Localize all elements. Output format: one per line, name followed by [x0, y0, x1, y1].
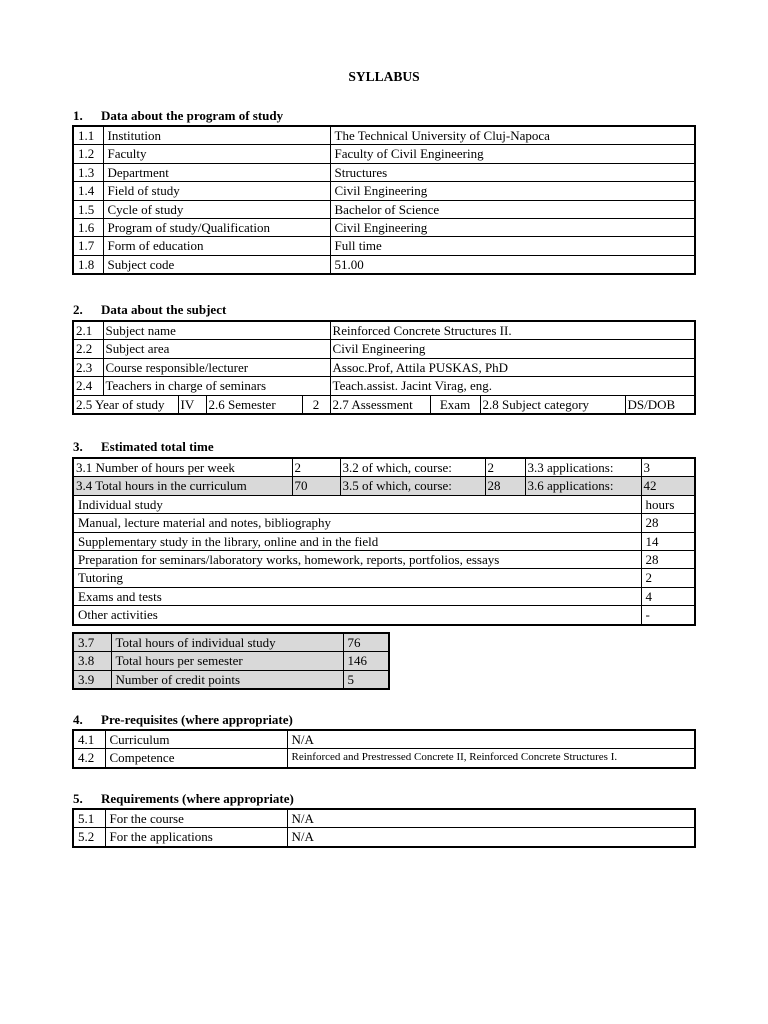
row-value: The Technical University of Cluj-Napoca: [330, 126, 695, 145]
section-title: Requirements (where appropriate): [101, 791, 294, 806]
table-row: [73, 395, 695, 414]
assessment-value: Exam: [430, 395, 480, 414]
table-row: [73, 670, 389, 689]
row-code: 1.3: [73, 163, 103, 181]
row-label: Field of study: [103, 182, 330, 200]
requirements-table: [72, 808, 696, 848]
total-course-label: 3.5 of which, course:: [340, 477, 485, 495]
table-row: [73, 237, 695, 255]
study-activity-hours: -: [641, 606, 695, 625]
table-row: [73, 126, 695, 145]
study-activity-hours: hours: [641, 495, 695, 513]
row-value: Civil Engineering: [330, 182, 695, 200]
table-row: [73, 321, 695, 340]
table-row: [73, 477, 695, 495]
subject-data-table: [72, 320, 696, 415]
row-code: 1.1: [73, 126, 103, 145]
table-row: [73, 551, 695, 569]
study-activity-label: Exams and tests: [73, 587, 641, 605]
year-of-study-label: 2.5 Year of study: [73, 395, 178, 414]
study-activity-label: Preparation for seminars/laboratory works, homework, reports, portfolios, essays: [73, 551, 641, 569]
row-label: Form of education: [103, 237, 330, 255]
section-number: 4.: [73, 712, 83, 727]
row-label: Subject name: [103, 321, 330, 340]
weekly-applications-value: 3: [641, 458, 695, 477]
study-activity-label: Manual, lecture material and notes, bibliography: [73, 514, 641, 532]
table-row: [73, 652, 389, 670]
row-value: N/A: [287, 828, 695, 847]
row-value: Civil Engineering: [330, 340, 695, 358]
row-label: Subject code: [103, 255, 330, 274]
row-label: Total hours per semester: [111, 652, 343, 670]
row-code: 1.2: [73, 145, 103, 163]
section-1-heading: [73, 108, 283, 124]
row-value: 146: [343, 652, 389, 670]
table-row: [73, 200, 695, 218]
row-value: Reinforced and Prestressed Concrete II, Reinforced Concrete Structures I.: [287, 749, 695, 768]
row-value: N/A: [287, 809, 695, 828]
row-value: Reinforced Concrete Structures II.: [330, 321, 695, 340]
row-label: Number of credit points: [111, 670, 343, 689]
row-code: 2.2: [73, 340, 103, 358]
table-row: [73, 495, 695, 513]
study-activity-label: Individual study: [73, 495, 641, 513]
row-code: 1.4: [73, 182, 103, 200]
weekly-course-value: 2: [485, 458, 525, 477]
total-applications-value: 42: [641, 477, 695, 495]
table-row: [73, 182, 695, 200]
table-row: [73, 145, 695, 163]
row-label: Competence: [105, 749, 287, 768]
table-row: [73, 514, 695, 532]
total-course-value: 28: [485, 477, 525, 495]
table-row: [73, 532, 695, 550]
row-value: N/A: [287, 730, 695, 749]
table-row: [73, 255, 695, 274]
row-code: 4.2: [73, 749, 105, 768]
row-value: Civil Engineering: [330, 219, 695, 237]
row-code: 4.1: [73, 730, 105, 749]
row-value: 51.00: [330, 255, 695, 274]
section-3-heading: [73, 439, 214, 455]
row-code: 1.7: [73, 237, 103, 255]
row-code: 5.1: [73, 809, 105, 828]
subject-category-value: DS/DOB: [625, 395, 695, 414]
row-code: 3.7: [73, 633, 111, 652]
row-value: Full time: [330, 237, 695, 255]
row-code: 2.4: [73, 377, 103, 395]
hours-per-week-label: 3.1 Number of hours per week: [73, 458, 292, 477]
row-label: Program of study/Qualification: [103, 219, 330, 237]
prerequisites-table: [72, 729, 696, 769]
study-activity-label: Supplementary study in the library, online and in the field: [73, 532, 641, 550]
section-title: Estimated total time: [101, 439, 214, 454]
row-value: 76: [343, 633, 389, 652]
table-row: [73, 730, 695, 749]
study-activity-hours: 4: [641, 587, 695, 605]
row-label: Curriculum: [105, 730, 287, 749]
page-title: SYLLABUS: [348, 69, 420, 84]
section-title: Pre-requisites (where appropriate): [101, 712, 293, 727]
section-4-heading: [73, 712, 293, 728]
row-label: Course responsible/lecturer: [103, 358, 330, 376]
row-code: 1.8: [73, 255, 103, 274]
row-label: Department: [103, 163, 330, 181]
weekly-applications-label: 3.3 applications:: [525, 458, 641, 477]
row-value: Structures: [330, 163, 695, 181]
row-value: Assoc.Prof, Attila PUSKAS, PhD: [330, 358, 695, 376]
table-row: [73, 749, 695, 768]
row-label: Cycle of study: [103, 200, 330, 218]
row-code: 3.8: [73, 652, 111, 670]
section-number: 2.: [73, 302, 83, 317]
table-row: [73, 569, 695, 587]
program-of-study-table: [72, 125, 696, 275]
row-label: Institution: [103, 126, 330, 145]
study-activity-label: Tutoring: [73, 569, 641, 587]
row-label: Faculty: [103, 145, 330, 163]
row-value: Faculty of Civil Engineering: [330, 145, 695, 163]
subject-category-label: 2.8 Subject category: [480, 395, 625, 414]
row-code: 1.5: [73, 200, 103, 218]
table-row: [73, 458, 695, 477]
total-applications-label: 3.6 applications:: [525, 477, 641, 495]
row-value: Bachelor of Science: [330, 200, 695, 218]
section-number: 5.: [73, 791, 83, 806]
table-row: [73, 587, 695, 605]
study-activity-label: Other activities: [73, 606, 641, 625]
row-label: Subject area: [103, 340, 330, 358]
row-code: 1.6: [73, 219, 103, 237]
row-code: 3.9: [73, 670, 111, 689]
table-row: [73, 163, 695, 181]
row-label: For the course: [105, 809, 287, 828]
study-activity-hours: 28: [641, 514, 695, 532]
totals-table: [72, 632, 390, 690]
row-label: For the applications: [105, 828, 287, 847]
total-curriculum-hours-label: 3.4 Total hours in the curriculum: [73, 477, 292, 495]
row-code: 2.3: [73, 358, 103, 376]
table-row: [73, 358, 695, 376]
section-title: Data about the program of study: [101, 108, 284, 123]
study-activity-hours: 28: [641, 551, 695, 569]
table-row: [73, 828, 695, 847]
table-row: [73, 340, 695, 358]
row-code: 2.1: [73, 321, 103, 340]
section-2-heading: [73, 302, 226, 318]
row-value: Teach.assist. Jacint Virag, eng.: [330, 377, 695, 395]
table-row: [73, 809, 695, 828]
hours-per-week-value: 2: [292, 458, 340, 477]
table-row: [73, 219, 695, 237]
study-activity-hours: 2: [641, 569, 695, 587]
table-row: [73, 377, 695, 395]
section-number: 3.: [73, 439, 83, 454]
row-value: 5: [343, 670, 389, 689]
semester-label: 2.6 Semester: [206, 395, 302, 414]
table-row: [73, 606, 695, 625]
row-label: Total hours of individual study: [111, 633, 343, 652]
table-row: [73, 633, 389, 652]
total-curriculum-hours-value: 70: [292, 477, 340, 495]
year-of-study-value: IV: [178, 395, 206, 414]
section-title: Data about the subject: [101, 302, 227, 317]
row-label: Teachers in charge of seminars: [103, 377, 330, 395]
assessment-label: 2.7 Assessment: [330, 395, 430, 414]
section-5-heading: [73, 791, 294, 807]
row-code: 5.2: [73, 828, 105, 847]
study-activity-hours: 14: [641, 532, 695, 550]
semester-value: 2: [302, 395, 330, 414]
weekly-course-label: 3.2 of which, course:: [340, 458, 485, 477]
section-number: 1.: [73, 108, 83, 123]
estimated-time-table: [72, 457, 696, 626]
